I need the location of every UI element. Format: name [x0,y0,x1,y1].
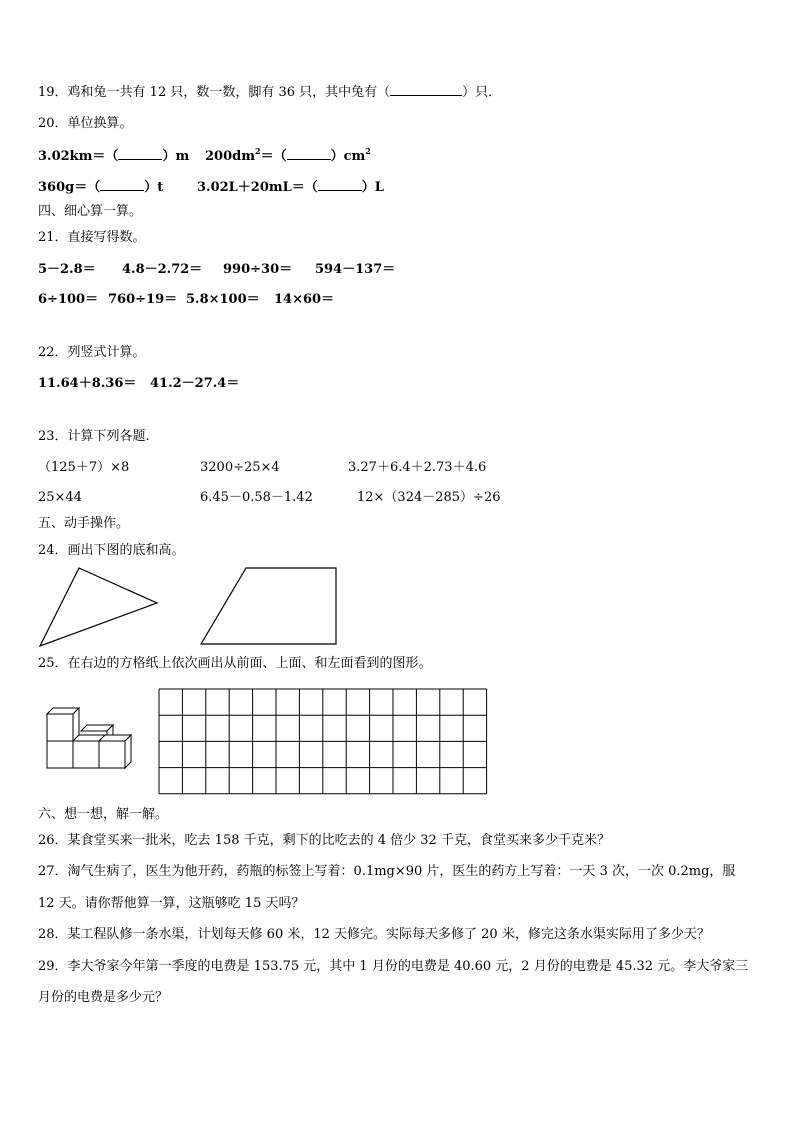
q20-c-blank[interactable] [100,178,144,191]
q20-item-a [38,147,189,166]
q20-item-d [197,178,384,197]
cube-side-face [107,725,113,742]
q23-row2-item2: 6.45－0.58－1.42 [200,490,313,505]
q20-a-unit: ）m [162,149,190,164]
section-6-heading: 六、想一想，解一解。 [38,807,169,822]
q20-a-blank[interactable] [118,147,162,160]
q20-a-text: 3.02km＝（ [38,149,119,164]
cube-side-face [73,708,79,741]
triangle-shape [40,568,157,646]
q20-b-text: 200dm [205,149,255,164]
section-5-heading: 五、动手操作。 [38,516,130,531]
q20-d-blank[interactable] [318,178,362,191]
question-25-title: 25．在右边的方格纸上依次画出从前面、上面、和左面看到的图形。 [38,656,432,671]
q20-b-equals: ＝（ [260,149,287,164]
q20-item-c [38,178,163,197]
q20-d-text: 3.02L＋20mL＝（ [197,180,318,195]
question-28: 28．某工程队修一条水渠，计划每天修 60 米，12 天修完。实际每天多修了 20 米，修完这条水渠实际用了多少天？ [38,927,710,942]
q20-c-unit: ）t [144,180,164,195]
question-29-line2: 月份的电费是多少元？ [38,990,169,1005]
question-27-line2: 12 天。请你帮他算一算，这瓶够吃 15 天吗？ [38,896,305,911]
question-21-title: 21．直接写得数。 [38,230,146,245]
cube-top-face [47,708,79,714]
q19-text-before: 鸡和兔一共有 12 只，数一数，脚有 36 只，其中兔有（ [67,85,391,100]
cube-front-face [47,741,73,768]
q21-row2-item3: 5.8×100＝ [186,292,260,307]
q19-number: 19． [38,85,68,100]
q21-row1-item1: 5－2.8＝ [38,262,96,277]
question-24-title: 24．画出下图的底和高。 [38,543,185,558]
q19-answer-blank[interactable] [390,83,462,96]
q21-row2-item4: 14×60＝ [274,292,335,307]
q21-row1-item4: 594－137＝ [315,262,396,277]
q23-row1-item2: 3200÷25×4 [200,460,280,475]
q19-text-after: ）只． [462,85,502,100]
q21-row2-item1: 6÷100＝ [38,292,99,307]
q22-item1: 11.64＋8.36＝ [38,376,137,391]
question-29-line1: 29．李大爷家今年第一季度的电费是 153.75 元，其中 1 月份的电费是 40.60 元，2 月份的电费是 45.32 元。李大爷家三 [38,959,749,974]
q22-item2: 41.2－27.4＝ [150,376,240,391]
q21-row1-item3: 990÷30＝ [223,262,293,277]
cube-side-face [125,735,131,768]
question-22-title: 22．列竖式计算。 [38,345,146,360]
question-26: 26．某食堂买来一批米，吃去 158 千克，剩下的比吃去的 4 倍少 32 千克，食堂买来多少千克米？ [38,833,610,848]
q21-row1-item2: 4.8－2.72＝ [122,262,203,277]
question-23-title: 23．计算下列各题. [38,429,150,444]
cube-top-face [99,735,131,741]
q20-item-b [205,147,371,166]
section-4-heading: 四、细心算一算。 [38,204,143,219]
cube-front-face [47,714,73,741]
q20-b-superscript: 2 [254,146,261,156]
q20-b-blank[interactable] [287,147,331,160]
q23-row2-item1: 25×44 [38,490,82,505]
q20-b-unit: ）cm [330,149,366,164]
q20-b-unit-superscript: 2 [365,146,371,156]
q23-row1-item3: 3.27＋6.4＋2.73＋4.6 [348,460,487,475]
cube-front-face [99,741,125,768]
q20-d-unit: ）L [361,180,384,195]
q23-row1-item1: （125＋7）×8 [38,460,130,475]
question-27-line1: 27．淘气生病了，医生为他开药，药瓶的标签上写着：0.1mg×90 片，医生的药方上写着：一天 3 次，一次 0.2mg，服 [38,864,736,879]
q21-row2-item2: 760÷19＝ [108,292,178,307]
q20-c-text: 360g＝（ [38,180,101,195]
question-20-title: 20．单位换算。 [38,116,133,131]
cube-top-face [73,735,105,741]
trapezoid-shape [201,568,336,644]
cube-top-face [81,725,113,731]
question-19 [38,83,501,102]
q23-row2-item3: 12×（324－285）÷26 [357,490,501,505]
cube-front-face [73,741,99,768]
